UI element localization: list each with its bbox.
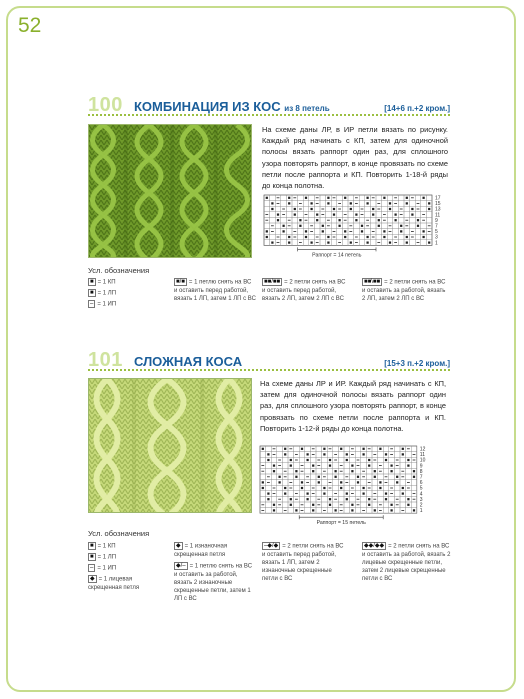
chart-symbol-knit (329, 498, 331, 500)
chart-symbol-knit (385, 492, 387, 494)
legend-item-knit: ■ = 1 ЛП (90, 554, 117, 561)
chart-symbol-knit (295, 509, 297, 511)
chart-symbol-knit (357, 481, 359, 483)
header-rule (88, 114, 450, 116)
chart-symbol-knit (329, 459, 331, 461)
chart-symbol-knit (350, 208, 352, 210)
chart-symbol-knit (323, 492, 325, 494)
chart-symbol-knit (301, 448, 303, 450)
chart-symbol-knit (428, 202, 430, 204)
chart-row-number: 11 (419, 452, 426, 459)
chart-symbol-knit (312, 464, 314, 466)
chart-symbol-knit (368, 464, 370, 466)
chart-symbol-knit (378, 219, 380, 221)
chart-symbol-knit (267, 459, 269, 461)
pattern-101-header (88, 349, 450, 371)
legend-item-knit-edge: ■ = 1 КП (90, 279, 116, 286)
chart-symbol-knit (389, 202, 391, 204)
pattern-number: 100 (88, 94, 123, 116)
legend-item-cable-1x1: ■/■ = 1 петлю снять на ВС и оставить перед работой, вязать 1 ЛП, затем 1 ЛП с ВС (174, 279, 256, 302)
pattern-subtitle: из 8 петель (284, 104, 330, 113)
chart-symbol-knit (271, 202, 273, 204)
pattern-100-description: На схеме даны ЛР, в ИР петли вязать по рисунку. Каждый ряд начинать с КП, затем для одиночной полосы вязать раппорт один раз, для сплошного узора повторять раппорт, в конце провязать по схеме петли после раппорта и КП. Повторить 1-18-й ряды до конца полотна. (262, 125, 448, 191)
chart-symbol-knit (334, 476, 336, 478)
chart-symbol-knit (379, 487, 381, 489)
legend-item-cable-2x2-front: ■■/■■ = 2 петли снять на ВС и оставить перед работой, вязать 2 ЛП, затем 2 ЛП с ВС (262, 279, 346, 302)
chart-symbol-knit (428, 241, 430, 243)
chart-symbol-knit (306, 498, 308, 500)
chart-symbol-knit (372, 208, 374, 210)
chart-symbol-knit (344, 236, 346, 238)
chart-symbol-knit (400, 225, 402, 227)
chart-symbol-knit (346, 498, 348, 500)
chart-symbol-knit (351, 470, 353, 472)
chart-symbol-knit (266, 197, 268, 199)
chart-row-number: 6 (419, 480, 423, 487)
chart-symbol-knit (334, 509, 336, 511)
chart-row-number: 9 (435, 217, 438, 224)
chart-symbol-knit (262, 481, 264, 483)
chart-symbol-knit (316, 219, 318, 221)
chart-symbol-knit (306, 459, 308, 461)
chart-symbol-knit (318, 476, 320, 478)
chart-symbol-knit (295, 476, 297, 478)
chart-symbol-knit (355, 213, 357, 215)
pattern-101-chart (258, 444, 448, 535)
chart-symbol-knit (282, 225, 284, 227)
chart-symbol-knit (306, 492, 308, 494)
chart-symbol-knit (351, 509, 353, 511)
chart-symbol-knit (340, 487, 342, 489)
chart-symbol-knit (407, 498, 409, 500)
chart-symbol-knit (340, 481, 342, 483)
chart-symbol-knit (400, 230, 402, 232)
chart-row-number: 7 (435, 223, 438, 230)
legend-item-twisted-purl: ◆ = 1 изнаночная скрещенная петля (174, 543, 228, 558)
chart-symbol-knit (428, 208, 430, 210)
chart-symbol-knit (362, 453, 364, 455)
chart-symbol-knit (338, 219, 340, 221)
chart-symbol-knit (312, 504, 314, 506)
chart-symbol-knit (390, 504, 392, 506)
pattern-101-description: На схеме даны ЛР и ИР. Каждый ряд начинать с КП, затем для одиночной полосы вязать раппорт один раз, для сплошного узора повторять раппорт, в конце провязать по схеме петли после раппорта и КП. Повторить 1-12-й ряды до конца полотна. (260, 379, 446, 433)
chart-symbol-knit (290, 459, 292, 461)
chart-symbol-knit (288, 197, 290, 199)
chart-symbol-knit (306, 453, 308, 455)
chart-symbol-knit (290, 504, 292, 506)
chart-symbol-knit (350, 202, 352, 204)
chart-symbol-knit (383, 236, 385, 238)
legend-item-cable-twisted: ◆◆/◆◆ = 2 петли снять на ВС и оставить за работой, вязать 2 лицевые скрещенные петли, затем 2 лицевые скрещенные петли с ВС (362, 543, 451, 582)
chart-symbol-knit (323, 487, 325, 489)
chart-symbol-knit (355, 219, 357, 221)
chart-symbol-knit (394, 213, 396, 215)
chart-symbol-knit (305, 230, 307, 232)
chart-symbol-knit (366, 202, 368, 204)
chart-symbol-knit (299, 219, 301, 221)
chart-symbol-knit (267, 453, 269, 455)
chart-symbol-knit (368, 504, 370, 506)
legend-item-purl: – = 1 ИП (90, 565, 117, 572)
chart-symbol-knit (310, 241, 312, 243)
chart-symbol-knit (327, 241, 329, 243)
chart-row-number: 1 (419, 508, 423, 515)
chart-symbol-knit (413, 470, 415, 472)
chart-symbol-knit (278, 481, 280, 483)
chart-symbol-knit (267, 492, 269, 494)
chart-symbol-knit (417, 219, 419, 221)
pattern-number: 101 (88, 349, 123, 371)
chart-symbol-knit (295, 470, 297, 472)
chart-grid (258, 444, 448, 530)
chart-symbol-knit (271, 241, 273, 243)
chart-row-number: 12 (419, 446, 426, 453)
chart-symbol-knit (262, 448, 264, 450)
legend-item-cable-2x2-back: ■■\■■ = 2 петли снять на ВС и оставить за работой, вязать 2 ЛП, затем 2 ЛП с ВС (362, 279, 446, 302)
legend-title: Усл. обозначения (88, 266, 150, 275)
chart-symbol-knit (329, 504, 331, 506)
chart-symbol-knit (271, 208, 273, 210)
chart-symbol-knit (413, 509, 415, 511)
chart-symbol-knit (310, 208, 312, 210)
chart-symbol-knit (316, 213, 318, 215)
chart-symbol-knit (288, 236, 290, 238)
chart-symbol-knit (379, 481, 381, 483)
legend-item-knit-edge: ■ = 1 КП (90, 543, 116, 550)
chart-row-number: 8 (419, 468, 423, 475)
chart-symbol-knit (277, 213, 279, 215)
chart-symbol-knit (413, 476, 415, 478)
chart-symbol-knit (351, 504, 353, 506)
chart-symbol-knit (278, 476, 280, 478)
chart-symbol-knit (385, 498, 387, 500)
chart-symbol-knit (402, 453, 404, 455)
legend-item-cable-front: –◆/◆ = 2 петли снять на ВС и оставить перед работой, вязать 1 ЛП, затем 2 изнаночные скрещенные петли с ВС (262, 543, 344, 582)
rapport-label: Раппорт = 15 петель (316, 520, 366, 527)
chart-symbol-knit (327, 197, 329, 199)
chart-symbol-knit (417, 225, 419, 227)
chart-symbol-knit (362, 448, 364, 450)
chart-symbol-knit (350, 241, 352, 243)
chart-symbol-knit (294, 213, 296, 215)
chart-symbol-knit (389, 208, 391, 210)
chart-symbol-knit (390, 470, 392, 472)
chart-symbol-knit (327, 202, 329, 204)
chart-symbol-knit (333, 208, 335, 210)
chart-symbol-knit (322, 230, 324, 232)
legend-item-knit: ■ = 1 ЛП (90, 290, 117, 297)
chart-symbol-knit (406, 197, 408, 199)
chart-symbol-knit (329, 464, 331, 466)
pattern-100-chart (262, 193, 450, 266)
chart-symbol-knit (266, 236, 268, 238)
chart-symbol-knit (310, 202, 312, 204)
chart-symbol-knit (362, 492, 364, 494)
chart-symbol-knit (273, 464, 275, 466)
chart-symbol-knit (379, 448, 381, 450)
chart-symbol-knit (407, 459, 409, 461)
chart-row-number: 11 (435, 212, 441, 219)
chart-symbol-knit (334, 470, 336, 472)
chart-symbol-knit (344, 197, 346, 199)
chart-symbol-knit (294, 208, 296, 210)
chart-symbol-knit (402, 487, 404, 489)
pattern-title: СЛОЖНАЯ КОСА (134, 354, 243, 369)
chart-symbol-knit (361, 225, 363, 227)
chart-row-number: 1 (435, 240, 438, 247)
pattern-100-header (88, 94, 450, 116)
chart-symbol-knit (312, 509, 314, 511)
chart-symbol-knit (338, 225, 340, 227)
chart-symbol-knit (383, 230, 385, 232)
chart-symbol-knit (396, 481, 398, 483)
chart-symbol-knit (288, 202, 290, 204)
chart-symbol-knit (422, 236, 424, 238)
chart-symbol-knit (366, 236, 368, 238)
chart-symbol-knit (422, 230, 424, 232)
chart-symbol-knit (277, 219, 279, 221)
chart-symbol-knit (340, 448, 342, 450)
chart-symbol-knit (262, 487, 264, 489)
chart-row-number: 15 (435, 201, 441, 208)
chart-symbol-knit (372, 213, 374, 215)
chart-symbol-knit (305, 236, 307, 238)
chart-symbol-knit (290, 498, 292, 500)
chart-symbol-knit (383, 197, 385, 199)
chart-symbol-knit (406, 236, 408, 238)
chart-symbol-knit (288, 241, 290, 243)
chart-row-number: 13 (435, 206, 441, 213)
chart-symbol-knit (273, 509, 275, 511)
chart-symbol-knit (394, 219, 396, 221)
chart-symbol-knit (385, 459, 387, 461)
chart-symbol-knit (357, 476, 359, 478)
chart-row-number: 3 (419, 496, 423, 503)
chart-symbol-knit (366, 241, 368, 243)
chart-symbol-knit (327, 236, 329, 238)
rapport-label: Раппорт = 14 петель (312, 252, 362, 259)
chart-symbol-knit (318, 481, 320, 483)
chart-symbol-knit (378, 225, 380, 227)
chart-symbol-knit (290, 464, 292, 466)
chart-row-number: 2 (419, 502, 423, 509)
chart-symbol-knit (407, 464, 409, 466)
chart-symbol-knit (366, 197, 368, 199)
chart-symbol-knit (273, 504, 275, 506)
chart-symbol-knit (284, 453, 286, 455)
chart-symbol-knit (402, 448, 404, 450)
chart-symbol-knit (333, 213, 335, 215)
chart-symbol-knit (305, 197, 307, 199)
pattern-title: КОМБИНАЦИЯ ИЗ КОС из 8 петель (134, 99, 330, 114)
chart-symbol-knit (346, 492, 348, 494)
chart-symbol-knit (344, 230, 346, 232)
chart-symbol-knit (407, 504, 409, 506)
chart-symbol-knit (389, 241, 391, 243)
chart-symbol-knit (346, 459, 348, 461)
chart-symbol-knit (374, 509, 376, 511)
chart-row-number: 3 (435, 234, 438, 241)
chart-symbol-knit (323, 453, 325, 455)
chart-symbol-knit (411, 208, 413, 210)
chart-symbol-knit (406, 241, 408, 243)
chart-symbol-knit (322, 225, 324, 227)
page-number: 52 (14, 14, 45, 38)
header-rule (88, 369, 450, 371)
chart-row-number: 4 (419, 491, 423, 498)
chart-symbol-knit (368, 498, 370, 500)
chart-symbol-knit (422, 197, 424, 199)
chart-row-number: 10 (419, 457, 426, 464)
chart-symbol-knit (351, 464, 353, 466)
chart-symbol-knit (312, 470, 314, 472)
chart-symbol-knit (284, 487, 286, 489)
chart-symbol-knit (385, 453, 387, 455)
knitting-photo-cables (88, 124, 252, 258)
chart-symbol-knit (266, 230, 268, 232)
legend-title: Усл. обозначения (88, 529, 150, 538)
chart-symbol-knit (301, 487, 303, 489)
chart-symbol-knit (284, 492, 286, 494)
chart-symbol-knit (406, 202, 408, 204)
chart-row-number: 17 (435, 195, 441, 202)
pattern-repeat: [14+6 п.+2 кром.] (384, 104, 450, 113)
chart-row-number: 5 (419, 485, 423, 492)
chart-symbol-knit (374, 476, 376, 478)
chart-symbol-knit (362, 487, 364, 489)
chart-symbol-knit (282, 230, 284, 232)
legend-item-purl: – = 1 ИП (90, 301, 117, 308)
legend-item-twisted-knit: ◆ = 1 лицевая скрещенная петля (88, 576, 140, 591)
chart-symbol-knit (284, 448, 286, 450)
chart-row-number: 9 (419, 463, 423, 470)
chart-symbol-knit (346, 453, 348, 455)
chart-symbol-knit (402, 492, 404, 494)
chart-symbol-knit (267, 498, 269, 500)
chart-symbol-knit (411, 213, 413, 215)
chart-symbol-knit (361, 230, 363, 232)
legend-item-cable-back: ◆/– = 1 петлю снять на ВС и оставить за работой, вязать 2 изнаночные скрещенные петли, затем 1 ЛП с ВС (174, 563, 253, 602)
chart-symbol-knit (368, 459, 370, 461)
chart-symbol-knit (299, 225, 301, 227)
chart-symbol-knit (323, 448, 325, 450)
chart-symbol-knit (374, 470, 376, 472)
chart-row-number: 5 (435, 229, 438, 236)
chart-symbol-knit (273, 470, 275, 472)
chart-symbol-knit (301, 481, 303, 483)
knitting-photo-complex-cable (88, 378, 252, 513)
chart-symbol-knit (396, 476, 398, 478)
chart-grid (262, 193, 450, 261)
pattern-repeat: [15+3 п.+2 кром.] (384, 359, 450, 368)
chart-symbol-knit (390, 464, 392, 466)
chart-symbol-knit (390, 509, 392, 511)
chart-row-number: 7 (419, 474, 423, 481)
